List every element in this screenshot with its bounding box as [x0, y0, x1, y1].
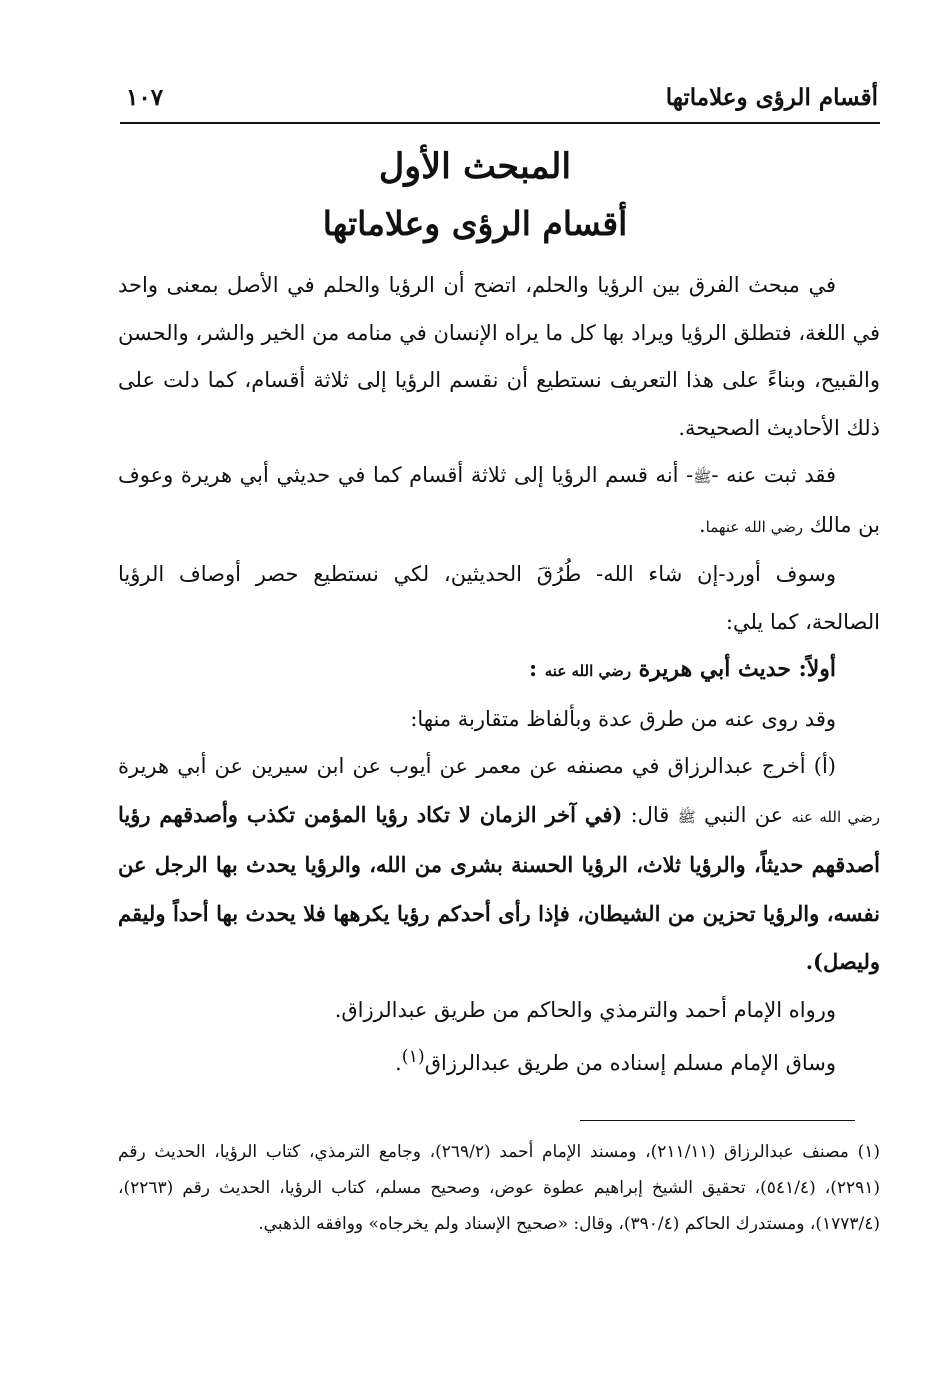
paragraph-narrations: وقد روى عنه من طرق عدة وبألفاظ متقاربة منها: — [410, 706, 836, 731]
chapter-heading: المبحث الأول — [378, 146, 572, 187]
honorific-single-2: رضي الله عنه — [791, 807, 880, 826]
muslim-text: وساق الإمام مسلم إسناده من طريق عبدالرزاق — [424, 1051, 836, 1075]
honorific-single: رضي الله عنه — [544, 662, 631, 680]
salutation-glyph: ﷺ — [693, 468, 712, 486]
isnad-text: (أ) أخرج عبدالرزاق في مصنفه عن معمر عن أيوب عن ابن سيرين عن أبي هريرة — [118, 754, 836, 778]
paragraph-method: وسوف أورد-إن شاء الله- طُرُقَ الحديثين، لكي نستطيع حصر أوصاف الرؤيا الصالحة، كما يلي: — [118, 562, 880, 634]
subheading-text: أولاً: حديث أبي هريرة — [638, 656, 836, 682]
paragraph-division-end: . — [698, 512, 706, 537]
section-heading: أقسام الرؤى وعلاماتها — [322, 204, 628, 243]
body-text — [118, 262, 880, 1088]
paragraph-abdulrazzaq — [118, 743, 880, 987]
paragraph-division-middle: - أنه قسم الرؤيا إلى ثلاثة أقسام كما في حديثي أبي هريرة وعوف بن مالك — [118, 463, 880, 537]
subheading-colon: : — [528, 656, 538, 682]
paragraph-division-start: فقد ثبت عنه - — [711, 463, 837, 487]
footnote-1: (١) مصنف عبدالرزاق (٢١١/١١)، ومسند الإمام أحمد (٢٦٩/٢)، وجامع الترمذي، كتاب الرؤيا، الحديث رقم (٢٢٩١)، (٥٤١/٤)، تحقيق الشيخ إبراهيم عطوة عوض، وصحيح مسلم، كتاب الرؤيا، الحديث رقم (٢٢٦٣)، (١٧٧٣/٤)، ومستدرك الحاكم (٣٩٠/٤)، وقال: «صحيح الإسناد ولم يخرجاه» ووافقه الذهبي. — [118, 1142, 881, 1234]
isnad-prophet: عن النبي — [704, 802, 784, 827]
muslim-end: . — [395, 1051, 402, 1075]
salutation-glyph-2: ﷺ — [677, 807, 696, 826]
footnote-marker[interactable]: (١) — [401, 1047, 425, 1067]
paragraph-division — [118, 452, 880, 551]
hadith-text: (في آخر الزمان لا تكاد رؤيا المؤمن تكذب وأصدقهم رؤيا أصدقهم حديثاً، والرؤيا ثلاث، الرؤيا الحسنة بشرى من الله، والرؤيا يحدث بها الرجل عن نفسه، والرؤيا تحزين من الشيطان، فإذا رأى أحدكم رؤيا يكرهها فلا يحدث بها أحداً وليقم وليصل). — [118, 801, 880, 974]
paragraph-muslim — [118, 1034, 880, 1088]
honorific-dual: رضي الله عنهما — [705, 517, 804, 536]
footnote-separator — [580, 1120, 855, 1121]
page-number: ١٠٧ — [126, 84, 164, 111]
paragraph-ahmad: ورواه الإمام أحمد والترمذي والحاكم من طريق عبدالرزاق. — [334, 997, 836, 1022]
footnote-area — [118, 1134, 880, 1242]
paragraph-intro: في مبحث الفرق بين الرؤيا والحلم، اتضح أن الرؤيا والحلم في الأصل بمعنى واحد في اللغة، فتطلق الرؤيا ويراد بها كل ما يراه الإنسان في منامه من الخير والشر، والحسن والقبيح، وبناءً على هذا التعريف نستطيع أن نقسم الرؤيا إلى ثلاثة أقسام، كما دلت على ذلك الأحاديث الصحيحة. — [118, 273, 880, 440]
isnad-said: قال: — [630, 802, 670, 827]
running-title: أقسام الرؤى وعلاماتها — [665, 84, 878, 111]
subheading-abu-hurairah — [118, 646, 880, 696]
running-header — [120, 76, 880, 124]
